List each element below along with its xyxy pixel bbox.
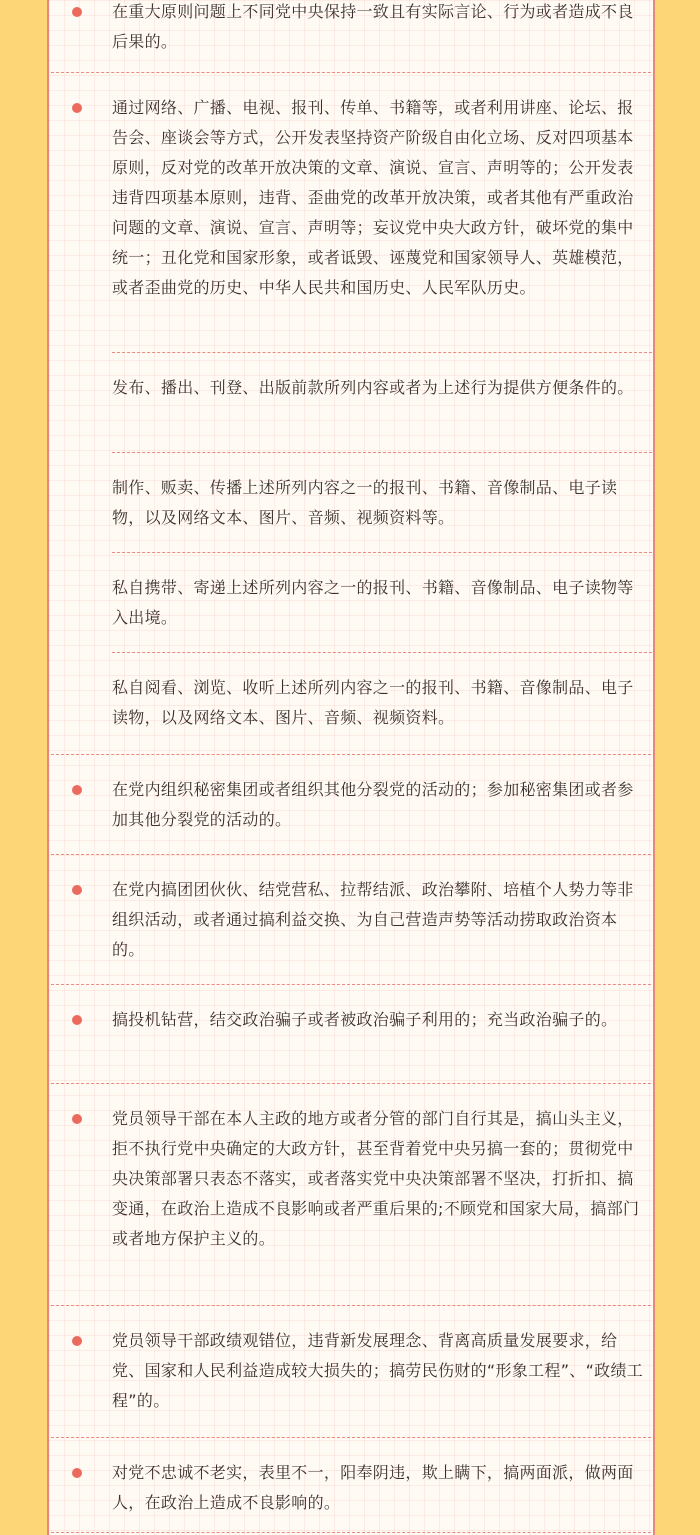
item-text: 在党内组织秘密集团或者组织其他分裂党的活动的；参加秘密集团或者参加其他分裂党的活动的。 <box>112 780 634 829</box>
content-card <box>47 0 655 1535</box>
item-text: 在党内搞团团伙伙、结党营私、拉帮结派、政治攀附、培植个人势力等非组织活动，或者通过搞利益交换、为自己营造声势等活动捞取政治资本的。 <box>112 880 634 959</box>
divider <box>51 1083 651 1084</box>
divider <box>51 1437 651 1438</box>
divider <box>112 552 652 553</box>
divider <box>112 652 652 653</box>
bullet-dot-icon <box>72 785 82 795</box>
divider <box>112 452 652 453</box>
divider <box>51 1532 651 1533</box>
divider <box>51 72 651 73</box>
bullet-dot-icon <box>72 7 82 17</box>
divider <box>51 1305 651 1306</box>
item-text: 制作、贩卖、传播上述所列内容之一的报刊、书籍、音像制品、电子读物，以及网络文本、图片、音频、视频资料等。 <box>112 478 618 527</box>
item-text: 发布、播出、刊登、出版前款所列内容或者为上述行为提供方便条件的。 <box>112 378 634 397</box>
item-text: 搞投机钻营，结交政治骗子或者被政治骗子利用的；充当政治骗子的。 <box>112 1010 618 1029</box>
item-text: 在重大原则问题上不同党中央保持一致且有实际言论、行为或者造成不良后果的。 <box>112 2 634 51</box>
bullet-dot-icon <box>72 1015 82 1025</box>
item-text: 通过网络、广播、电视、报刊、传单、书籍等，或者利用讲座、论坛、报告会、座谈会等方式，公开发表坚持资产阶级自由化立场、反对四项基本原则，反对党的改革开放决策的文章、演说、宣言、声明等的；公开发表违背四项基本原则，违背、歪曲党的改革开放决策，或者其他有严重政治问题的文章、演说、宣言、声明等；妄议党中央大政方针，破坏党的集中统一；丑化党和国家形象，或者诋毁、诬蔑党和国家领导人、英雄模范，或者歪曲党的历史、中华人民共和国历史、人民军队历史。 <box>112 98 634 297</box>
divider <box>51 754 651 755</box>
item-text: 私自阅看、浏览、收听上述所列内容之一的报刊、书籍、音像制品、电子读物，以及网络文本、图片、音频、视频资料。 <box>112 678 634 727</box>
bullet-dot-icon <box>72 1114 82 1124</box>
bullet-dot-icon <box>72 885 82 895</box>
bullet-dot-icon <box>72 1468 82 1478</box>
divider <box>51 854 651 855</box>
divider <box>51 984 651 985</box>
item-text: 党员领导干部政绩观错位，违背新发展理念、背离高质量发展要求，给党、国家和人民利益造成较大损失的；搞劳民伤财的“形象工程”、“政绩工程”的。 <box>112 1331 644 1410</box>
item-text: 私自携带、寄递上述所列内容之一的报刊、书籍、音像制品、电子读物等入出境。 <box>112 578 634 627</box>
divider <box>112 352 652 353</box>
item-text: 党员领导干部在本人主政的地方或者分管的部门自行其是，搞山头主义，拒不执行党中央确定的大政方针，甚至背着党中央另搞一套的；贯彻党中央决策部署只表态不落实，或者落实党中央决策部署不坚决，打折扣、搞变通，在政治上造成不良影响或者严重后果的;不顾党和国家大局，搞部门或者地方保护主义的。 <box>112 1109 640 1248</box>
bullet-dot-icon <box>72 1336 82 1346</box>
item-text: 对党不忠诚不老实，表里不一，阳奉阴违，欺上瞒下，搞两面派，做两面人，在政治上造成不良影响的。 <box>112 1463 634 1512</box>
bullet-dot-icon <box>72 103 82 113</box>
